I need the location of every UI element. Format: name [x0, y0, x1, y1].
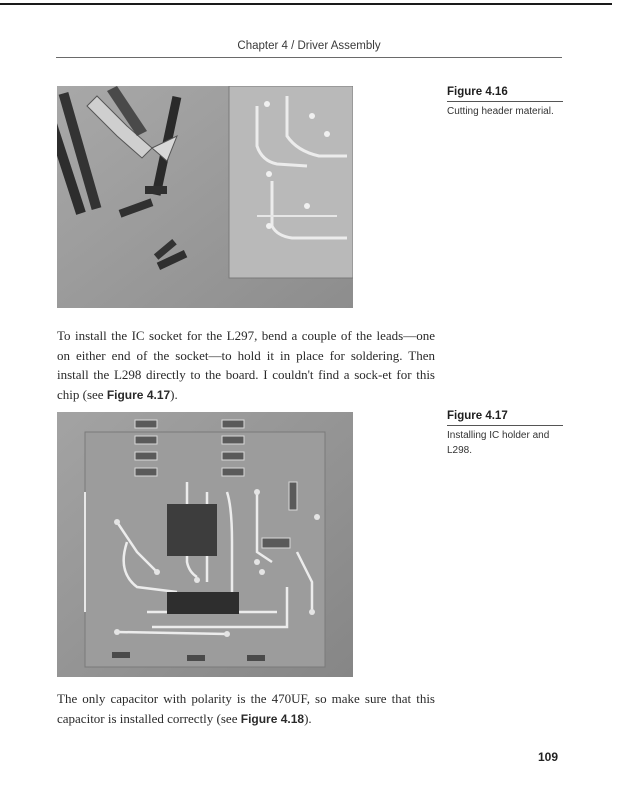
paragraph-2-text: The only capacitor with polarity is the 470UF, so make sure that this capacitor is installed correctly (see: [57, 691, 435, 726]
paragraph-2-tail: ).: [304, 710, 312, 726]
figure-4-17-photo: [57, 412, 353, 677]
figure-4-17-rule: [447, 425, 563, 426]
header-rule: [56, 57, 562, 58]
figure-4-16-label: Figure 4.16: [447, 86, 508, 98]
figure-4-16-photo: [57, 86, 353, 308]
figure-4-17-caption: Installing IC holder and L298.: [447, 430, 550, 456]
figure-4-18-reference: Figure 4.18: [240, 711, 305, 726]
body-paragraph-2: [57, 689, 435, 729]
figure-4-16-caption: Cutting header material.: [447, 106, 554, 117]
top-edge-rule: [0, 3, 612, 5]
paragraph-1-text: To install the IC socket for the L297, bend a couple of the leads—one on either end of the socket—to hold it in place for soldering. Then install the L298 directly to the board. I couldn't find a sock-et for this chip (see: [57, 328, 435, 402]
figure-4-16-rule: [447, 101, 563, 102]
body-paragraph-1: [57, 326, 435, 405]
page-number: 109: [538, 750, 559, 764]
paragraph-1-tail: ).: [170, 386, 178, 402]
running-head: Chapter 4 / Driver Assembly: [237, 40, 381, 52]
figure-4-17-label: Figure 4.17: [447, 410, 508, 422]
figure-4-17-reference: Figure 4.17: [106, 387, 171, 402]
